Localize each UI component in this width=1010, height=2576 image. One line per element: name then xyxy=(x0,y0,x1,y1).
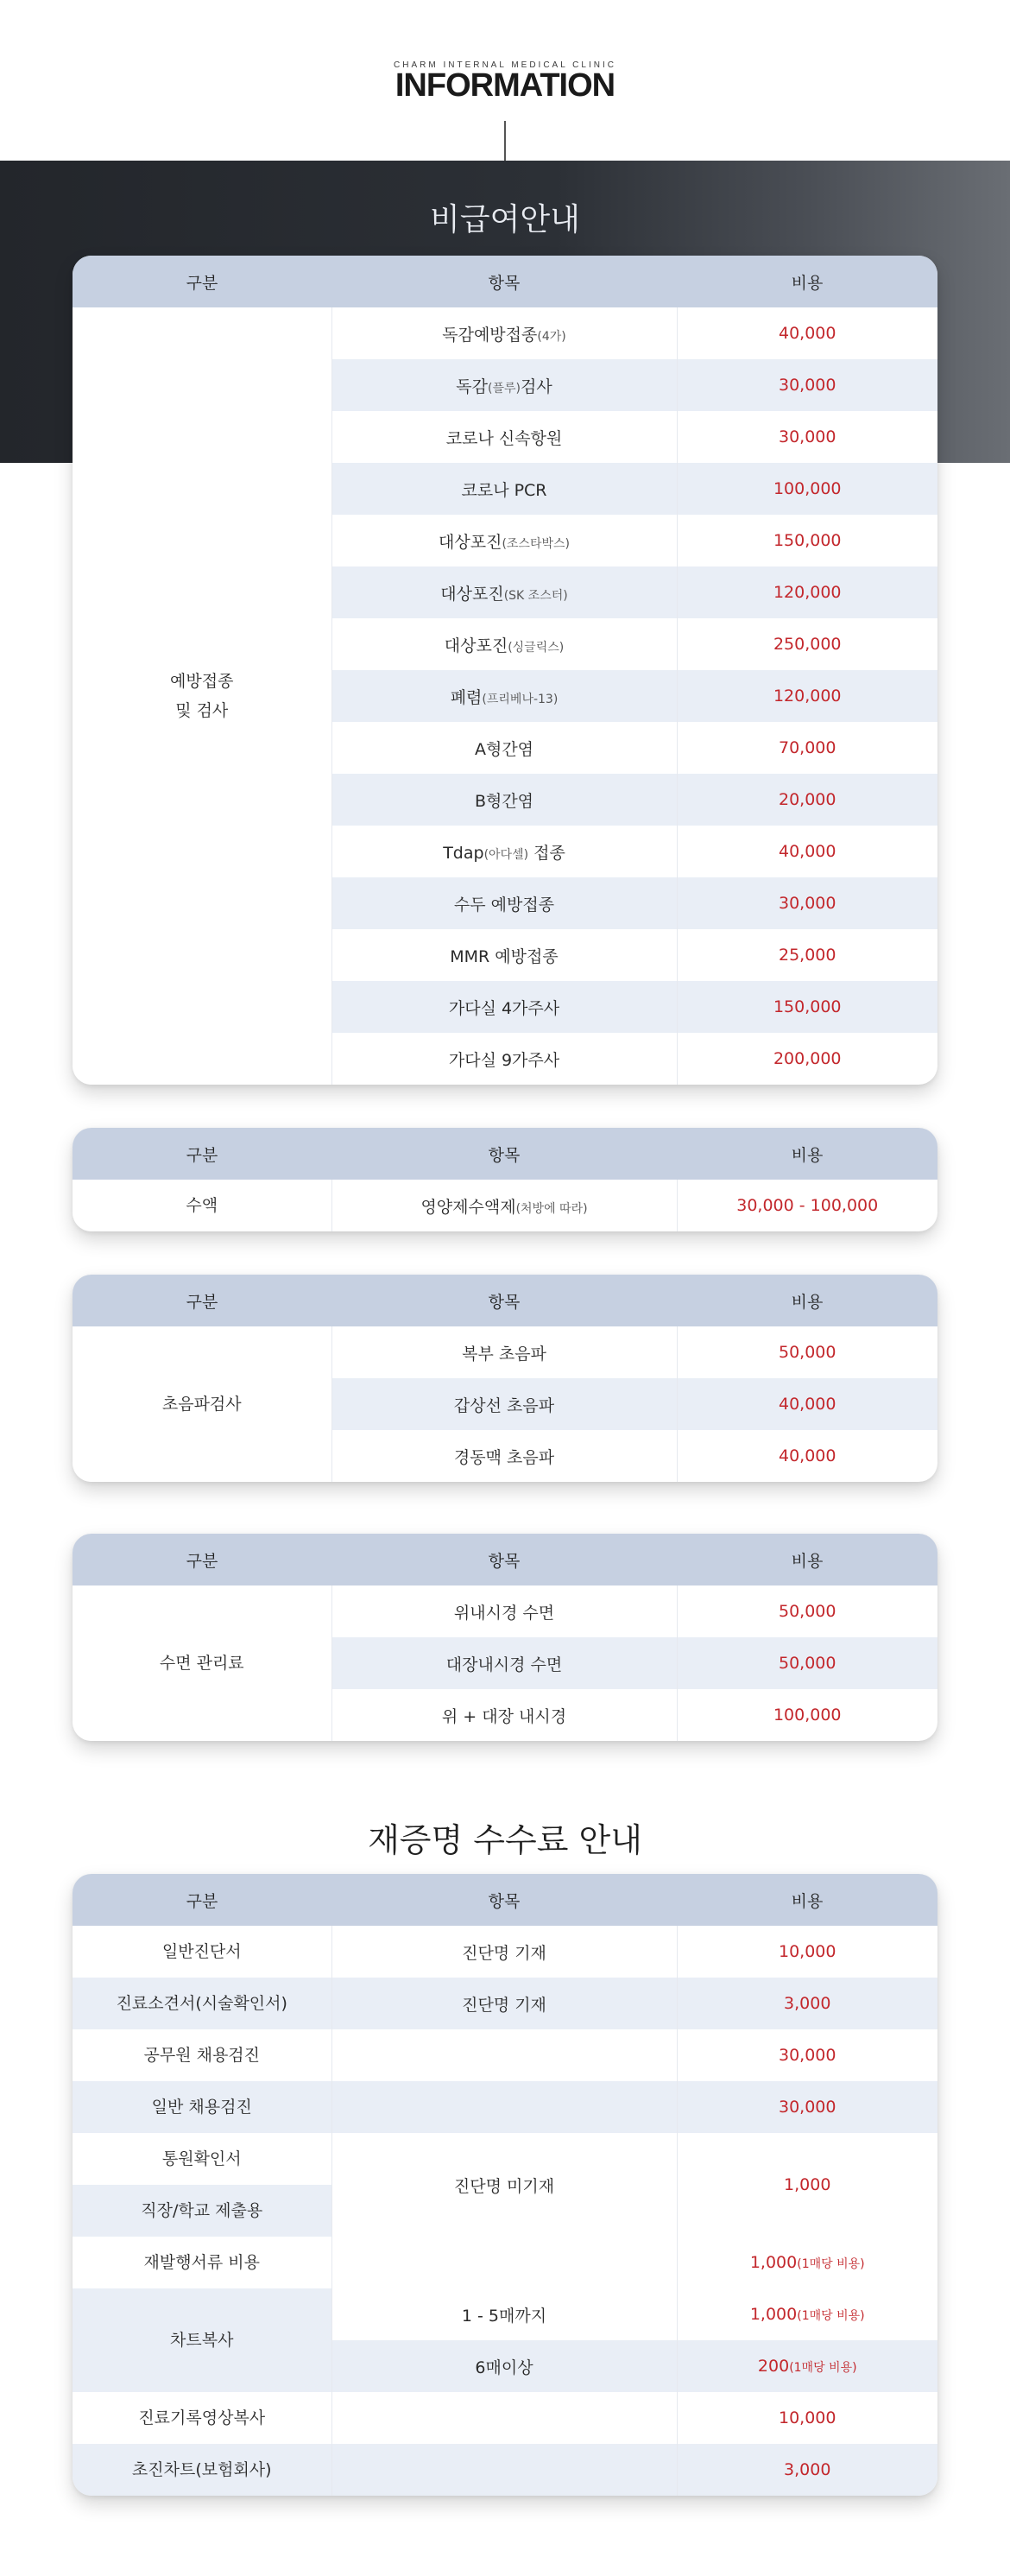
item-cell xyxy=(331,2029,677,2081)
item-cell: 수두 예방접종 xyxy=(331,877,677,929)
item-cell xyxy=(331,2444,677,2496)
category-cell: 수면 관리료 xyxy=(73,1585,331,1741)
header-category: 구분 xyxy=(73,256,331,307)
category-cell: 초음파검사 xyxy=(73,1326,331,1482)
item-cell: 폐렴(프리베나-13) xyxy=(331,670,677,722)
price-cell: 100,000 xyxy=(677,463,937,515)
item-cell: A형간염 xyxy=(331,722,677,774)
header-price: 비용 xyxy=(677,1534,937,1585)
price-cell: 10,000 xyxy=(779,1942,836,1961)
table-header-row xyxy=(73,1534,937,1585)
price-cell: 50,000 xyxy=(779,1602,836,1621)
price-cell: 1,000 xyxy=(677,2133,937,2237)
ultrasound-price-table xyxy=(73,1275,937,1482)
header-category: 구분 xyxy=(73,1874,331,1926)
table-header-row xyxy=(73,256,937,307)
table-row xyxy=(73,2288,937,2340)
table-row xyxy=(73,1978,937,2029)
price-cell: 1,000(1매당 비용) xyxy=(677,2288,937,2340)
item-cell: 진단명 미기재 xyxy=(331,2133,677,2237)
header-category: 구분 xyxy=(73,1128,331,1180)
page-header xyxy=(0,0,1010,161)
item-cell: 영양제수액제(처방에 따라) xyxy=(331,1180,677,1231)
category-cell: 직장/학교 제출용 xyxy=(73,2185,331,2237)
item-cell xyxy=(331,2392,677,2444)
price-cell: 40,000 xyxy=(779,842,836,861)
header-price: 비용 xyxy=(677,256,937,307)
table-row xyxy=(73,307,937,359)
item-cell: 대상포진(SK 조스터) xyxy=(331,566,677,618)
item-cell: MMR 예방접종 xyxy=(331,929,677,981)
price-cell: 50,000 xyxy=(779,1343,836,1362)
item-cell: 1 - 5매까지 xyxy=(331,2288,677,2340)
item-cell: 진단명 기재 xyxy=(331,1926,677,1978)
price-cell: 30,000 - 100,000 xyxy=(736,1196,879,1215)
header-item: 항목 xyxy=(331,1874,677,1926)
category-cell: 진료소견서(시술확인서) xyxy=(73,1978,331,2029)
price-cell: 200,000 xyxy=(773,1049,842,1068)
item-cell: 가다실 9가주사 xyxy=(331,1033,677,1085)
table-header-row xyxy=(73,1874,937,1926)
table-row xyxy=(73,2237,937,2288)
table-row xyxy=(73,2392,937,2444)
header-item: 항목 xyxy=(331,1128,677,1180)
price-cell: 200(1매당 비용) xyxy=(677,2340,937,2392)
category-cell: 일반진단서 xyxy=(73,1926,331,1978)
price-cell: 3,000 xyxy=(677,2444,937,2496)
header-item: 항목 xyxy=(331,1275,677,1326)
item-cell: 코로나 PCR xyxy=(331,463,677,515)
header-price: 비용 xyxy=(677,1275,937,1326)
item-cell: 복부 초음파 xyxy=(331,1326,677,1378)
category-cell: 수액 xyxy=(73,1180,331,1231)
iv-price-table xyxy=(73,1128,937,1231)
sedation-price-table xyxy=(73,1534,937,1741)
item-cell: 대상포진(조스타박스) xyxy=(331,515,677,566)
item-cell: B형간염 xyxy=(331,774,677,826)
price-cell: 150,000 xyxy=(677,981,937,1033)
header-divider xyxy=(504,121,506,161)
price-cell: 40,000 xyxy=(779,324,836,343)
item-cell xyxy=(331,2237,677,2288)
item-cell: 위 + 대장 내시경 xyxy=(331,1689,677,1741)
brand-title: INFORMATION xyxy=(395,67,615,104)
item-cell xyxy=(331,2081,677,2133)
price-cell: 40,000 xyxy=(677,1378,937,1430)
category-cell: 일반 채용검진 xyxy=(73,2081,331,2133)
item-cell: 6매이상 xyxy=(331,2340,677,2392)
item-cell: 가다실 4가주사 xyxy=(331,981,677,1033)
price-cell: 70,000 xyxy=(779,738,836,757)
header-price: 비용 xyxy=(677,1874,937,1926)
item-cell: 갑상선 초음파 xyxy=(331,1378,677,1430)
category-cell: 통원확인서 xyxy=(73,2133,331,2185)
table-row xyxy=(73,2444,937,2496)
table-row xyxy=(73,2081,937,2133)
price-cell: 100,000 xyxy=(773,1706,842,1725)
header-item: 항목 xyxy=(331,256,677,307)
table-header-row xyxy=(73,1128,937,1180)
price-cell: 30,000 xyxy=(677,877,937,929)
price-cell: 50,000 xyxy=(677,1637,937,1689)
table-row xyxy=(73,1180,937,1231)
hero-title: 비급여안내 xyxy=(430,202,580,237)
category-cell: 초진차트(보험회사) xyxy=(73,2444,331,2496)
certificate-section-title: 재증명 수수료 안내 xyxy=(368,1821,642,1859)
price-cell: 30,000 xyxy=(677,2081,937,2133)
item-cell: 진단명 기재 xyxy=(331,1978,677,2029)
table-row xyxy=(73,2133,937,2185)
item-cell: 독감(플루)검사 xyxy=(331,359,677,411)
price-cell: 150,000 xyxy=(773,531,842,550)
item-cell: 대상포진(싱글릭스) xyxy=(331,618,677,670)
category-cell: 진료기록영상복사 xyxy=(73,2392,331,2444)
item-cell: 위내시경 수면 xyxy=(331,1585,677,1637)
category-cell: 재발행서류 비용 xyxy=(73,2237,331,2288)
price-cell: 30,000 xyxy=(779,2046,836,2065)
table-row xyxy=(73,1926,937,1978)
brand-subtitle: CHARM INTERNAL MEDICAL CLINIC xyxy=(394,60,616,70)
item-cell: Tdap(아다셀) 접종 xyxy=(331,826,677,877)
table-row xyxy=(73,2029,937,2081)
price-cell: 3,000 xyxy=(677,1978,937,2029)
category-cell: 차트복사 xyxy=(73,2288,331,2392)
item-cell: 코로나 신속항원 xyxy=(331,411,677,463)
table-header-row xyxy=(73,1275,937,1326)
table-row xyxy=(73,1585,937,1637)
price-cell: 10,000 xyxy=(779,2408,836,2427)
price-cell: 25,000 xyxy=(779,946,836,965)
item-cell: 대장내시경 수면 xyxy=(331,1637,677,1689)
vaccination-price-table xyxy=(73,256,937,1085)
header-price: 비용 xyxy=(677,1128,937,1180)
category-cell: 공무원 채용검진 xyxy=(73,2029,331,2081)
price-cell: 30,000 xyxy=(779,427,836,446)
price-cell: 250,000 xyxy=(773,635,842,654)
price-cell: 40,000 xyxy=(779,1446,836,1465)
item-cell: 경동맥 초음파 xyxy=(331,1430,677,1482)
price-cell: 20,000 xyxy=(677,774,937,826)
category-label: 예방접종 xyxy=(170,671,234,691)
price-cell: 1,000(1매당 비용) xyxy=(749,2253,865,2272)
certificate-fee-table xyxy=(73,1874,937,2496)
price-cell: 120,000 xyxy=(677,566,937,618)
price-cell: 30,000 xyxy=(677,359,937,411)
price-cell: 120,000 xyxy=(677,670,937,722)
table-row xyxy=(73,1326,937,1378)
header-category: 구분 xyxy=(73,1534,331,1585)
category-cell xyxy=(73,307,331,1085)
header-item: 항목 xyxy=(331,1534,677,1585)
item-cell: 독감예방접종(4가) xyxy=(331,307,677,359)
header-category: 구분 xyxy=(73,1275,331,1326)
category-label: 및 검사 xyxy=(175,701,229,720)
